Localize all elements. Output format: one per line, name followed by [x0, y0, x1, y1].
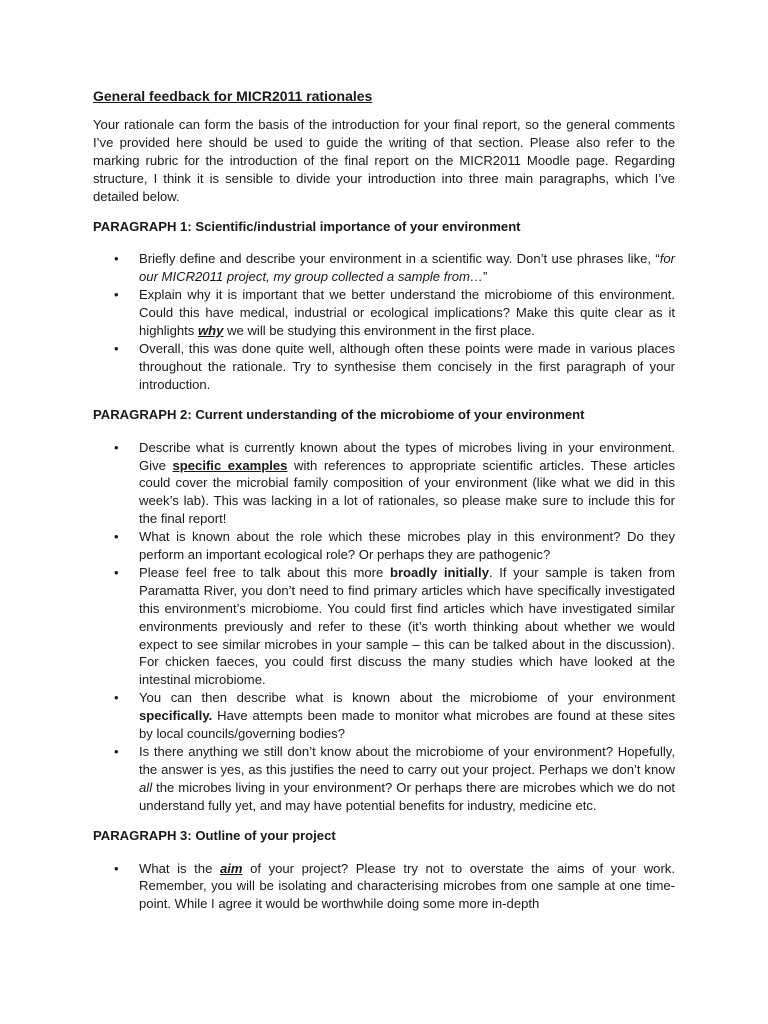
emphasis-all: all: [139, 779, 153, 795]
document-title: General feedback for MICR2011 rationales: [93, 88, 373, 104]
list-item: [93, 286, 675, 340]
bullet-text: Is there anything we still don’t know about the microbiome of your environment? Hopefully, the answer is yes, as this justifies the need to carry out your project. Perhaps we don’t know: [139, 744, 675, 777]
bullet-text: What is the: [139, 860, 220, 876]
paragraph1-heading: PARAGRAPH 1: Scientific/industrial importance of your environment: [93, 218, 521, 234]
bullet-icon: •: [114, 860, 119, 876]
bullet-icon: •: [114, 251, 119, 267]
emphasis-why: why: [197, 323, 224, 339]
bullet-icon: •: [114, 529, 119, 545]
bullet-text: with references to appropriate scientific articles. These articles could cover the microbial family composition of your environment (like what we did in this week’s lab). This was lacking in a lot of rationales, so please make sure to include this for the final report!: [139, 457, 676, 527]
paragraph2-bullet-list: [93, 439, 675, 815]
list-item: [93, 340, 675, 394]
emphasis-specifically: specifically.: [139, 708, 213, 724]
paragraph3-heading: PARAGRAPH 3: Outline of your project: [93, 827, 336, 843]
bullet-text: . If your sample is taken from Paramatta River, you don’t need to find primary articles which have specifically investigated this environment’s microbiome. You could first find articles which have investigated similar environments previously and refer to these (it’s worth thinking about whether we would expect to see similar microbes in your sample – this can be talked about in the discussion). For chicken faeces, you could first discuss the many studies which have looked at the intestinal microbiome.: [139, 564, 675, 688]
italic-example-phrase: for our MICR2011 project, my group collected a sample from…: [139, 251, 675, 285]
list-item: [93, 564, 675, 689]
list-item: [93, 743, 675, 815]
bullet-icon: •: [114, 564, 119, 580]
emphasis-broadly-initially: broadly initially: [389, 564, 489, 580]
paragraph3-bullet-list: [93, 860, 675, 914]
list-item: [93, 860, 675, 914]
bullet-text: of your project? Please try not to overstate the aims of your work. Remember, you will be isolating and characterising microbes from one sample at one time-point. While I agree it would be worthwhile doing some more in-depth: [139, 860, 675, 912]
bullet-text: we will be studying this environment in the first place.: [223, 323, 535, 339]
bullet-icon: •: [114, 439, 119, 455]
paragraph1-bullet-list: [93, 250, 675, 393]
bullet-text: What is known about the role which these microbes play in this environment? Do they perform an important ecological role? Or perhaps they are pathogenic?: [139, 529, 675, 563]
emphasis-aim: aim: [219, 860, 243, 876]
emphasis-specific-examples: specific examples: [172, 457, 288, 473]
bullet-text: Have attempts been made to monitor what microbes are found at these sites by local councils/governing bodies?: [139, 708, 675, 742]
list-item: [93, 250, 675, 286]
bullet-text: Briefly define and describe your environment in a scientific way. Don’t use phrases like, “: [139, 251, 660, 267]
bullet-text: Please feel free to talk about this more: [139, 564, 390, 580]
bullet-text: the microbes living in your environment? Or perhaps there are microbes which we do not understand fully yet, and may have potential benefits for industry, medicine etc.: [139, 779, 675, 813]
bullet-icon: •: [114, 287, 119, 303]
bullet-text: Overall, this was done quite well, although often these points were made in various places throughout the rationale. Try to synthesise them concisely in the first paragraph of your introduction.: [139, 340, 675, 392]
bullet-text: You can then describe what is known about the microbiome of your environment: [139, 690, 675, 706]
paragraph2-heading: PARAGRAPH 2: Current understanding of the microbiome of your environment: [93, 406, 585, 422]
list-item: [93, 439, 675, 529]
list-item: [93, 689, 675, 743]
bullet-text: Describe what is currently known about the types of microbes living in your environment. Give: [139, 439, 675, 473]
bullet-text: ”: [482, 269, 488, 285]
bullet-text: Explain why it is important that we better understand the microbiome of this environment. Could this have medical, industrial or ecological implications? Make this quite clear as it highlights: [139, 287, 675, 339]
bullet-icon: •: [114, 690, 119, 706]
intro-paragraph: Your rationale can form the basis of the introduction for your final report, so the general comments I’ve provided here should be used to guide the writing of that section. Please also refer to the marking rubric for the introduction of the final report on the MICR2011 Moodle page. Regarding structure, I think it is sensible to divide your introduction into three main paragraphs, which I’ve detailed below.: [93, 117, 675, 204]
list-item: [93, 528, 675, 564]
bullet-icon: •: [114, 744, 119, 759]
bullet-icon: •: [114, 340, 119, 356]
